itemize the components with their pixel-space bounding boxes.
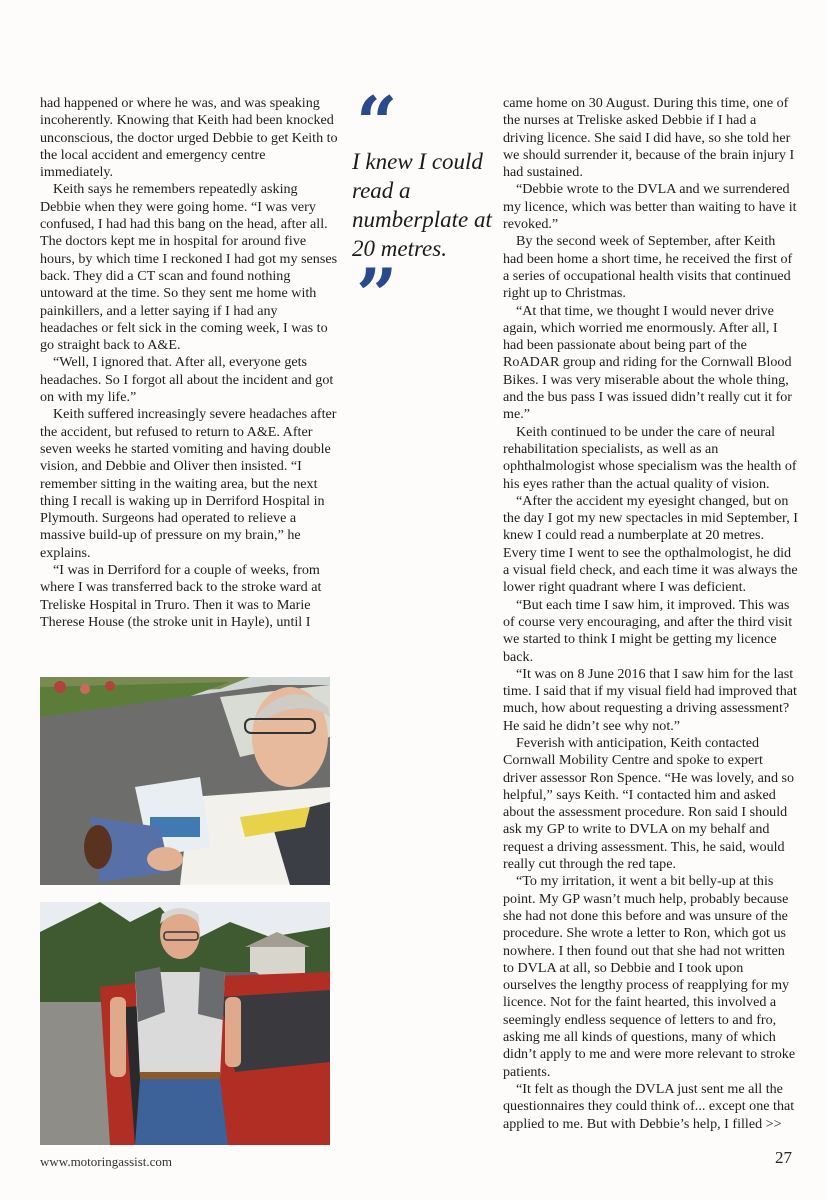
paragraph: Keith suffered increasingly severe headaches after the accident, but refused to return to A&E. After seven weeks he started vomiting and having double vision, and Debbie and Oliver then insisted. “I remember sitting in the waiting area, but the next thing I recall is waking up in Derriford Hospital in Plymouth. Surgeons had operated to relieve a massive build-up of pressure on my brain,” he explains. <box>40 406 337 561</box>
footer-website-url: www.motoringassist.com <box>40 1154 173 1169</box>
close-quote-mark: ” <box>356 252 394 337</box>
paragraph: “But each time I saw him, it improved. This was of course very encouraging, and after the third visit we started to think I might be getting my licence back. <box>503 596 793 665</box>
paragraph: By the second week of September, after Keith had been home a short time, he received the first of a series of occupational health visits that continued right up to Christmas. <box>503 233 793 302</box>
paragraph: “Well, I ignored that. After all, everyone gets headaches. So I forgot all about the incident and got on with my life.” <box>40 354 334 406</box>
pull-quote-text: I knew I could read a numberplate at 20 metres. <box>352 149 492 261</box>
pull-quote <box>352 80 492 337</box>
paragraph: “I was in Derriford for a couple of weeks, from where I was transferred back to the stroke ward at Treliske Hospital in Truro. Then it was to Marie Therese House (the stroke unit in Hayle), until I <box>40 562 322 630</box>
paragraph: “After the accident my eyesight changed, but on the day I got my new spectacles in mid September, I knew I could read a numberplate at 20 metres. Every time I went to see the opthalmologist, he did a visual field check, and each time it was always the lower right quadrant where I was deficient. <box>503 492 798 596</box>
article-column-left <box>40 95 338 631</box>
paragraph: “It felt as though the DVLA just sent me all the questionnaires they could think of... except one that applied to me. But with Debbie’s help, I filled >> <box>503 1080 795 1132</box>
photo-keith-with-booklet <box>40 677 330 885</box>
photo-keith-by-car <box>40 902 330 1145</box>
open-quote-mark: “ <box>356 80 394 165</box>
article-column-right <box>503 95 799 1133</box>
paragraph: “At that time, we thought I would never drive again, which worried me enormously. After all, I had been passionate about being part of the RoADAR group and riding for the Cornwall Blood Bikes. I was very miserable about the whole thing, and the bus pass I was issued didn’t really cut it for me.” <box>503 302 792 423</box>
page-number: 27 <box>775 1148 792 1167</box>
paragraph: “It was on 8 June 2016 that I saw him for the last time. I said that if my visual field had improved that much, how about requesting a driving assessment? He said he didn’t see why not.” <box>503 665 797 734</box>
paragraph: Keith says he remembers repeatedly asking Debbie when they were going home. “I was very confused, I had had this bang on the head, after all. The doctors kept me in hospital for around five hours, by which time I reckoned I had got my senses back. They did a CT scan and found nothing untoward at the time. So they sent me home with painkillers, and a letter saying if I had any headaches or felt sick in the coming week, I was to go straight back to A&E. <box>40 181 338 354</box>
paragraph: came home on 30 August. During this time, one of the nurses at Treliske asked Debbie if I had a driving licence. She said I did have, so she told her we should surrender it, because of the brain injury I had sustained. <box>503 95 795 181</box>
paragraph: “To my irritation, it went a bit belly-up at this point. My GP wasn’t much help, probably because she had not done this before and was unsure of the procedure. She wrote a letter to Ron, which got us nowhere. I then found out that she had not written to DVLA at all, so Debbie and I took upon ourselves the lengthy process of reapplying for my licence. Not for the faint hearted, this involved a seemingly endless sequence of letters to and fro, asking me all kinds of questions, many of which didn’t apply to me and were more relevant to stroke patients. <box>503 873 796 1080</box>
paragraph: had happened or where he was, and was speaking incoherently. Knowing that Keith had been knocked unconscious, the doctor urged Debbie to get Keith to the local accident and emergency centre immediately. <box>40 95 338 181</box>
paragraph: “Debbie wrote to the DVLA and we surrendered my licence, which was better than waiting to have it revoked.” <box>503 181 797 233</box>
paragraph: Feverish with anticipation, Keith contacted Cornwall Mobility Centre and spoke to expert driver assessor Ron Spence. “He was lovely, and so helpful,” says Keith. “I contacted him and asked about the assessment procedure. Ron said I should ask my GP to write to DVLA on my behalf and request a driving assessment. This, he said, would really cut through the red tape. <box>503 734 795 873</box>
paragraph: Keith continued to be under the care of neural rehabilitation specialists, as well as an ophthalmologist whose specialism was the health of his eyes rather than the actual quality of vision. <box>503 423 797 492</box>
